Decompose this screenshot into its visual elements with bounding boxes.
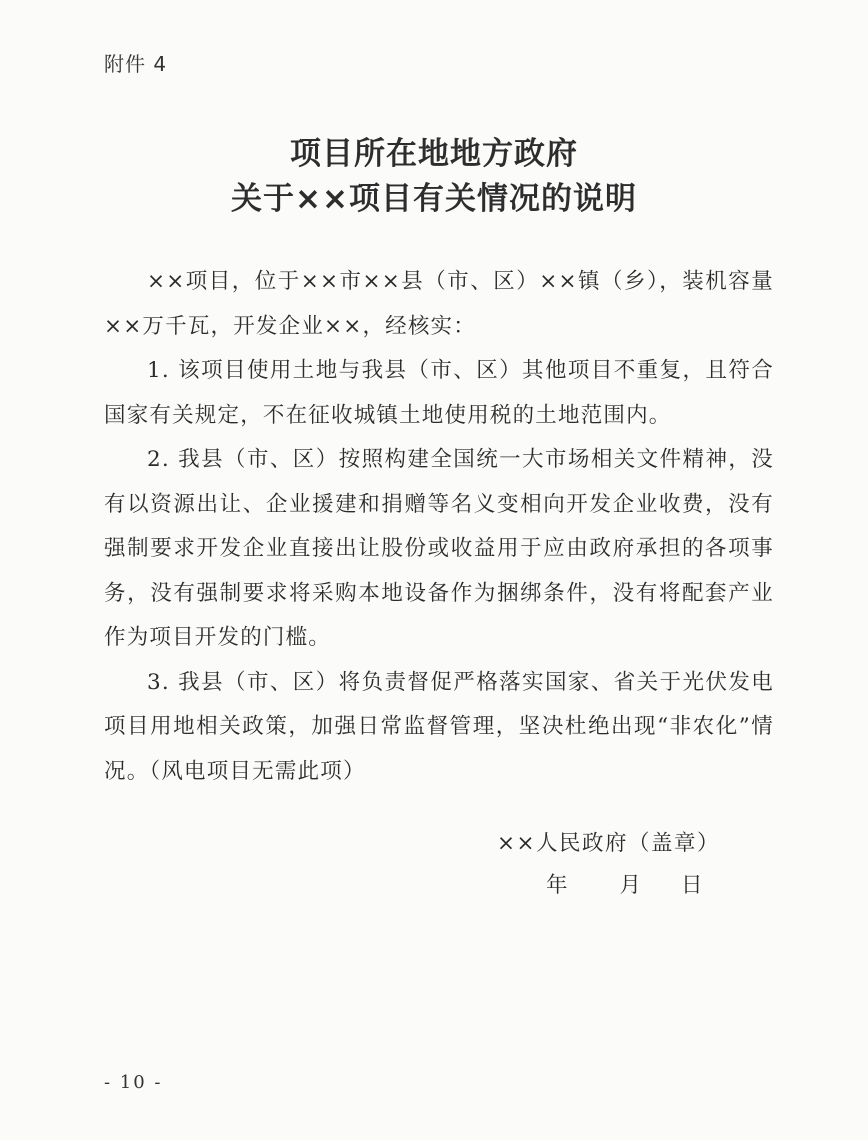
attachment-label: 附件 4: [104, 52, 168, 76]
date-day-label: 日: [681, 873, 703, 898]
item-1-paragraph: 1. 该项目使用土地与我县（市、区）其他项目不重复，且符合国家有关规定，不在征收城镇土地使用税的土地范围内。: [104, 358, 774, 428]
document-body: [104, 260, 774, 794]
intro-paragraph: ××项目，位于××市××县（市、区）××镇（乡），装机容量××万千瓦，开发企业××，经核实：: [104, 269, 774, 339]
issuer-signature: ××人民政府（盖章）: [497, 831, 721, 856]
item-3-paragraph: 3. 我县（市、区）将负责督促严格落实国家、省关于光伏发电项目用地相关政策，加强日常监督管理，坚决杜绝出现“非农化”情况。（风电项目无需此项）: [104, 669, 774, 784]
item-2-paragraph: 2. 我县（市、区）按照构建全国统一大市场相关文件精神，没有以资源出让、企业援建和捐赠等名义变相向开发企业收费，没有强制要求开发企业直接出让股份或收益用于应由政府承担的各项事务，没有强制要求将采购本地设备作为捆绑条件，没有将配套产业作为项目开发的门槛。: [104, 447, 774, 650]
page-number: - 10 -: [104, 1072, 163, 1093]
date-line: [546, 868, 703, 899]
document-title-line-2: 关于××项目有关情况的说明: [231, 181, 637, 217]
date-month-label: 月: [619, 873, 642, 898]
document-title-line-1: 项目所在地地方政府: [290, 136, 578, 172]
date-year-label: 年: [546, 873, 568, 898]
